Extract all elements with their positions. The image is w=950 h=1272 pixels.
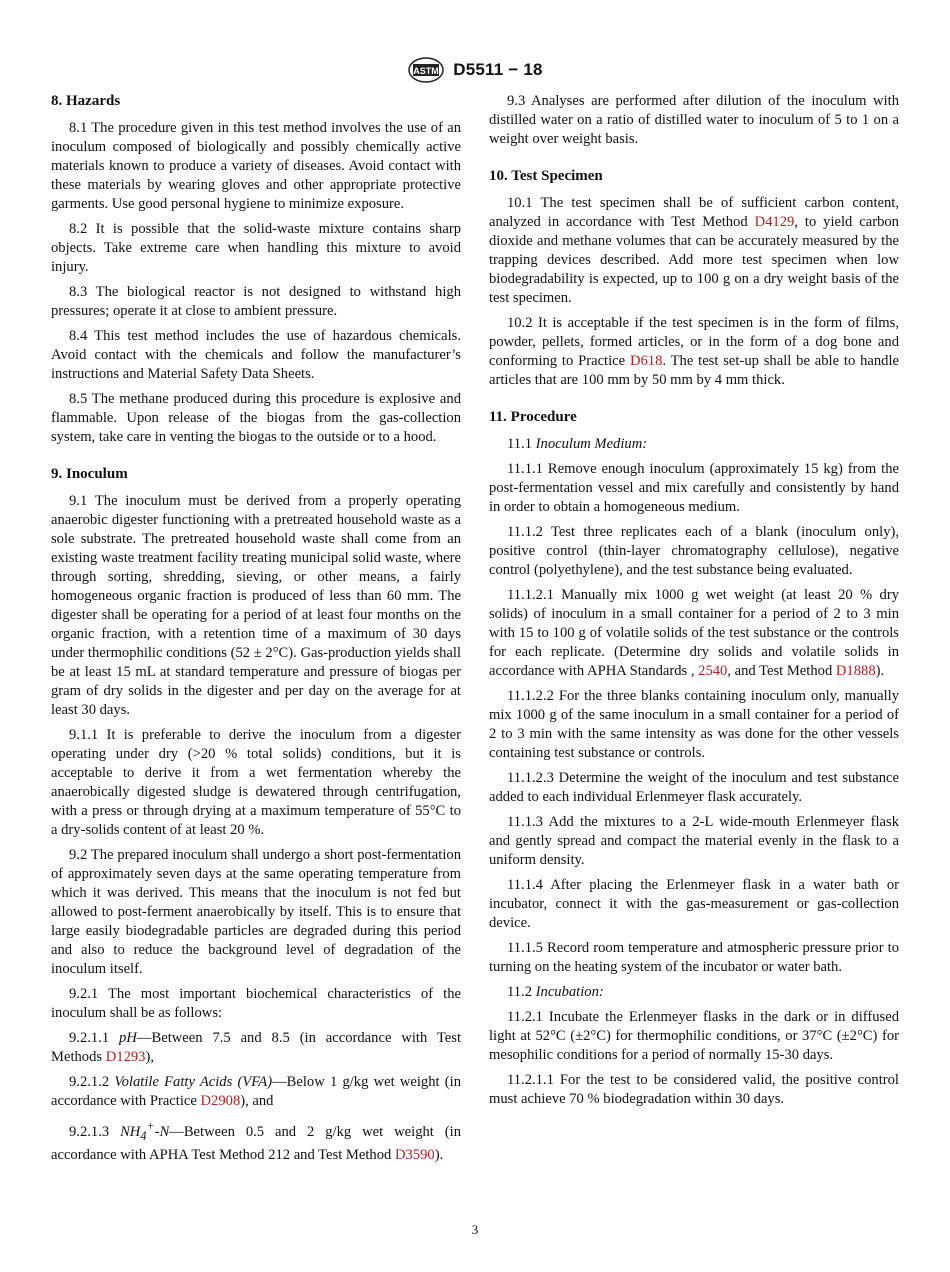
paragraph-11-2-1: 11.2.1 Incubate the Erlenmeyer flasks in the dark or in diffused light at 52°C (±2°C) for thermophilic conditions, or 37°C (±2°C) for mesophilic conditions for a period of normally 15-30 days. [489, 1009, 899, 1063]
page-header [0, 57, 950, 83]
paragraph-9-2-1-3: 9.2.1.3 $NH_4^+-N—Between$ 0.5 and 2 g/kg wet weight (in accordance with APHA Test Method 212 and Test Method D3590). [51, 1119, 461, 1163]
paragraph-9-1-1: 9.1.1 It is preferable to derive the inoculum from a digester operating under dry (>20 % total solids) conditions, but it is acceptable to derive it from a wet fermentation whereby the anaerobically digested sludge is dewatered through centrifugation, with a press or through drying at a maximum temperature of 55°C to a dry-solids content of at least 20 %. [51, 727, 461, 838]
ref-link-d4129[interactable]: D4129 [754, 214, 795, 230]
section-9-heading: 9. Inoculum [51, 466, 128, 482]
right-column [489, 92, 899, 1115]
paragraph-8-2: 8.2 It is possible that the solid-waste mixture contains sharp objects. Take extreme care when handling this mixture to avoid injury. [51, 221, 461, 275]
paragraph-11-1-2-3: 11.1.2.3 Determine the weight of the inoculum and test substance added to each individual Erlenmeyer flask accurately. [489, 770, 899, 805]
paragraph-9-2: 9.2 The prepared inoculum shall undergo a short post-fermentation of approximately seven days at the same operating temperature from which it was derived. This means that the inoculum is not fed but allowed to post-ferment anaerobically by itself. This is to ensure that large easily biodegradable particles are degraded during this period and also to reduce the background level of degradation of the inoculum itself. [51, 847, 461, 977]
paragraph-8-4: 8.4 This test method includes the use of hazardous chemicals. Avoid contact with the chemicals and follow the manufacturer’s instructions and Material Safety Data Sheets. [51, 328, 461, 382]
section-10-heading: 10. Test Specimen [489, 168, 603, 184]
paragraph-9-2-1: 9.2.1 The most important biochemical characteristics of the inoculum shall be as follows: [51, 986, 461, 1021]
paragraph-11-1-4: 11.1.4 After placing the Erlenmeyer flask in a water bath or incubator, connect it with the gas-measurement or gas-collection device. [489, 877, 899, 931]
paragraph-9-3: 9.3 Analyses are performed after dilution of the inoculum with distilled water on a ratio of distilled water to inoculum of 5 to 1 on a weight over weight basis. [489, 93, 899, 147]
paragraph-9-2-1-1: 9.2.1.1 pH—Between 7.5 and 8.5 (in accordance with Test Methods D1293), [51, 1030, 461, 1065]
paragraph-8-3: 8.3 The biological reactor is not designed to withstand high pressures; operate it at close to ambient pressure. [51, 284, 461, 319]
ref-link-d1293[interactable]: D1293 [105, 1049, 146, 1065]
ref-link-2540[interactable]: 2540 [698, 663, 728, 679]
paragraph-11-1-5: 11.1.5 Record room temperature and atmospheric pressure prior to turning on the heating system of the incubator or water bath. [489, 940, 899, 975]
ref-link-d2908[interactable]: D2908 [200, 1093, 241, 1109]
page-number: 3 [471, 1222, 479, 1237]
paragraph-8-1: 8.1 The procedure given in this test method involves the use of an inoculum composed of biologically and possibly chemically active materials known to produce a variety of diseases. Avoid contact with these materials by wearing gloves and other appropriate protective garments. Use good personal hygiene to minimize exposure. [51, 120, 461, 212]
paragraph-11-1: 11.1 Inoculum Medium: [507, 436, 648, 452]
astm-logo-icon [407, 57, 445, 83]
paragraph-10-1: 10.1 The test specimen shall be of sufficient carbon content, analyzed in accordance with Test Method D4129, to yield carbon dioxide and methane volumes that can be accurately measured by the trapping devices described. Add more test specimen when low biodegradability is expected, up to 100 g on a dry weight basis of the test specimen. [489, 195, 899, 306]
svg-text:ASTM: ASTM [413, 66, 440, 76]
ref-link-d3590[interactable]: D3590 [394, 1146, 435, 1163]
paragraph-11-1-2: 11.1.2 Test three replicates each of a blank (inoculum only), positive control (thin-layer chromatography cellulose), negative control (polyethylene), and the test substance being evaluated. [489, 524, 899, 578]
section-8-heading: 8. Hazards [51, 93, 121, 109]
paragraph-11-1-2-2: 11.1.2.2 For the three blanks containing inoculum only, manually mix 1000 g of the same inoculum in a small container for a period of 2 to 3 min with the same intensity as was done for the other vessels containing test substance or controls. [489, 688, 899, 761]
paragraph-11-1-1: 11.1.1 Remove enough inoculum (approximately 15 kg) from the post-fermentation vessel and mix carefully and consistently by hand in order to obtain a homogeneous medium. [489, 461, 899, 515]
paragraph-11-2: 11.2 Incubation: [507, 984, 604, 1000]
paragraph-10-2: 10.2 It is acceptable if the test specimen is in the form of films, powder, pellets, formed articles, or in the form of a dog bone and conforming to Practice D618. The test set-up shall be able to handle articles that are 100 mm by 50 mm by 4 mm thick. [489, 315, 899, 388]
ref-link-d1888[interactable]: D1888 [835, 663, 876, 679]
paragraph-8-5: 8.5 The methane produced during this procedure is explosive and flammable. Upon release of the biogas from the gas-collection system, take care in venting the biogas to the outside or to a hood. [51, 391, 461, 445]
ref-link-d618[interactable]: D618 [629, 353, 663, 369]
document-code: D5511 − 18 [453, 60, 543, 79]
section-11-heading: 11. Procedure [489, 409, 577, 425]
left-column [51, 92, 461, 1171]
paragraph-11-2-1-1: 11.2.1.1 For the test to be considered valid, the positive control must achieve 70 % biodegradation within 30 days. [489, 1072, 899, 1107]
paragraph-9-2-1-2: 9.2.1.2 Volatile Fatty Acids (VFA)—Below 1 g/kg wet weight (in accordance with Practice D2908), and [51, 1074, 461, 1109]
paragraph-11-1-2-1: 11.1.2.1 Manually mix 1000 g wet weight (at least 20 % dry solids) of inoculum in a small container for a period of 2 to 3 min with 15 to 100 g of volatile solids of the test substance or the controls for each replicate. (Determine dry solids and volatile solids in accordance with APHA Standards , 2540, and Test Method D1888). [489, 587, 899, 679]
paragraph-9-1: 9.1 The inoculum must be derived from a properly operating anaerobic digester functioning with a pretreated household waste as a sole substrate. The pretreated household waste shall come from an existing waste treatment facility treating municipal solid waste, where through sorting, shredding, sieving, or other means, a fairly homogeneous organic fraction is produced of less than 60 mm. The digester shall be operating for a period of at least four months on the organic fraction, with a retention time of a maximum of 30 days under thermophilic conditions (52 ± 2°C). Gas-production yields shall be at least 15 mL at standard temperature and pressure of biogas per gram of dry solids in the digester and per day on the average for at least 30 days. [51, 493, 461, 718]
paragraph-11-1-3: 11.1.3 Add the mixtures to a 2-L wide-mouth Erlenmeyer flask and gently spread and compact the material evenly in the flask to a uniform density. [489, 814, 899, 868]
